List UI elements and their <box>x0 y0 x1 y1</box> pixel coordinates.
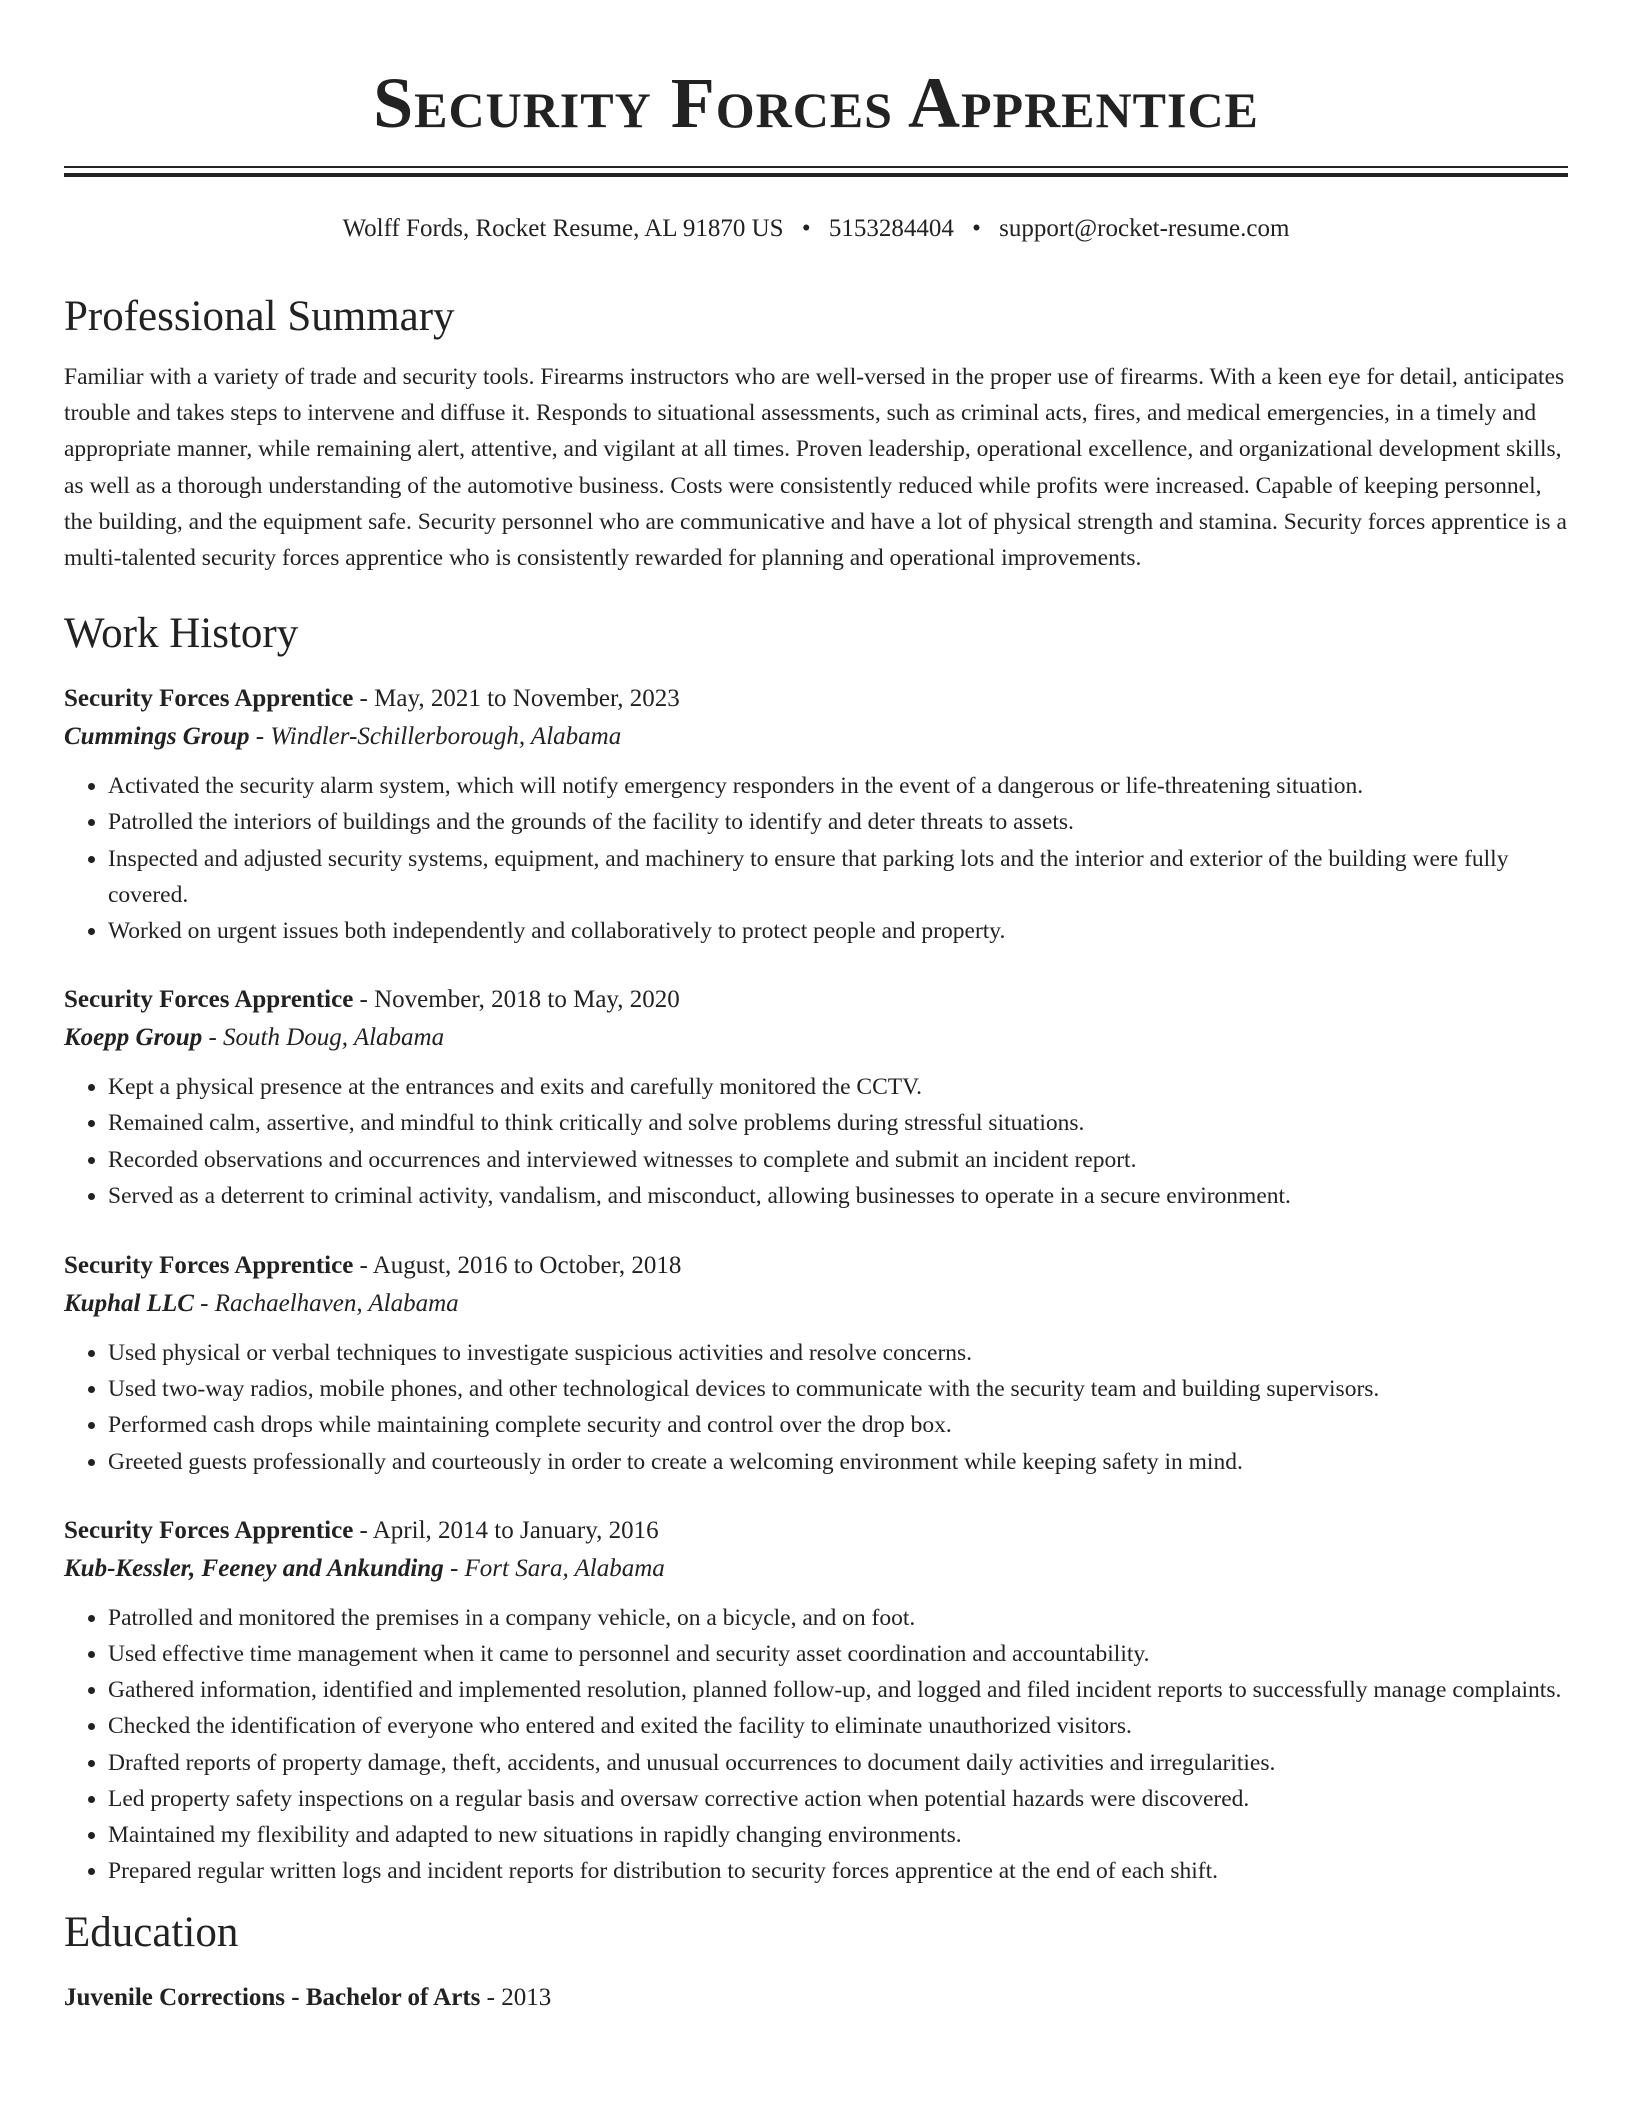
duty-item: • Led property safety inspections on a regular basis and oversaw corrective action when potential hazards were discovered. <box>108 1781 1568 1817</box>
job-duties <box>64 768 1568 949</box>
duty-item: • Prepared regular written logs and incident reports for distribution to security forces apprentice at the end of each shift. <box>108 1853 1568 1889</box>
contact-email: support@rocket-resume.com <box>999 215 1290 242</box>
job-location: - Windler-Schillerborough, Alabama <box>249 723 622 751</box>
duty-item: • Worked on urgent issues both independently and collaboratively to protect people and property. <box>108 913 1568 949</box>
duty-item: • Performed cash drops while maintaining complete security and control over the drop box. <box>108 1407 1568 1443</box>
job-title: Security Forces Apprentice <box>64 986 354 1014</box>
duty-item: • Greeted guests professionally and courteously in order to create a welcoming environment while keeping safety in mind. <box>108 1444 1568 1480</box>
duty-item: • Inspected and adjusted security systems, equipment, and machinery to ensure that parking lots and the interior and exterior of the building were fully covered. <box>108 841 1568 913</box>
duty-item: • Kept a physical presence at the entrances and exits and carefully monitored the CCTV. <box>108 1069 1568 1105</box>
duty-item: • Used physical or verbal techniques to investigate suspicious activities and resolve concerns. <box>108 1335 1568 1371</box>
duty-item: • Patrolled the interiors of buildings and the grounds of the facility to identify and deter threats to assets. <box>108 804 1568 840</box>
job-dates: - November, 2018 to May, 2020 <box>353 986 680 1014</box>
duty-item: • Served as a deterrent to criminal activity, vandalism, and misconduct, allowing businesses to operate in a secure environment. <box>108 1178 1568 1214</box>
job-header <box>64 981 1568 1019</box>
contact-phone: 5153284404 <box>828 215 954 242</box>
duty-item: • Maintained my flexibility and adapted to new situations in rapidly changing environments. <box>108 1817 1568 1853</box>
contact-address: Wolff Fords, Rocket Resume, AL 91870 US <box>342 215 784 242</box>
job-location: - South Doug, Alabama <box>202 1024 445 1052</box>
header-divider <box>64 166 1568 177</box>
job-title: Security Forces Apprentice <box>64 1516 354 1544</box>
job-dates: - April, 2014 to January, 2016 <box>353 1516 659 1544</box>
job-duties <box>64 1069 1568 1214</box>
candidate-name: Security Forces Apprentice <box>373 63 1259 143</box>
job-location: - Rachaelhaven, Alabama <box>193 1290 459 1318</box>
duty-item: • Drafted reports of property damage, theft, accidents, and unusual occurrences to document daily activities and irregularities. <box>108 1745 1568 1781</box>
duty-item: • Checked the identification of everyone who entered and exited the facility to eliminate unauthorized visitors. <box>108 1708 1568 1744</box>
duty-item: • Recorded observations and occurrences and interviewed witnesses to complete and submit an incident report. <box>108 1142 1568 1178</box>
job-company: Kub-Kessler, Feeney and Ankunding <box>64 1554 444 1582</box>
contact-line <box>64 213 1568 245</box>
job-header <box>64 1512 1568 1550</box>
education-degree: Juvenile Corrections - Bachelor of Arts <box>64 1984 481 2012</box>
duty-item: • Remained calm, assertive, and mindful to think critically and solve problems during stressful situations. <box>108 1105 1568 1141</box>
job-company: Koepp Group <box>64 1024 203 1052</box>
duty-item: • Used effective time management when it came to personnel and security asset coordination and accountability. <box>108 1636 1568 1672</box>
job-dates: - May, 2021 to November, 2023 <box>353 685 680 713</box>
job-entry <box>64 1247 1568 1480</box>
job-entry <box>64 1512 1568 1890</box>
summary-text: Familiar with a variety of trade and security tools. Firearms instructors who are well-versed in the proper use of firearms. With a keen eye for detail, anticipates trouble and takes steps to intervene and diffuse it. Responds to situational assessments, such as criminal acts, fires, and medical emergencies, in a timely and appropriate manner, while remaining alert, attentive, and vigilant at all times. Proven leadership, operational excellence, and organizational development skills, as well as a thorough understanding of the automotive business. Costs were consistently reduced while profits were increased. Capable of keeping personnel, the building, and the equipment safe. Security personnel who are communicative and have a lot of physical strength and stamina. Security forces apprentice is a multi-talented security forces apprentice who is consistently rewarded for planning and operational improvements. <box>64 364 1567 572</box>
job-company: Cummings Group <box>64 723 250 751</box>
job-company: Kuphal LLC <box>64 1290 194 1318</box>
job-entry <box>64 981 1568 1214</box>
job-duties <box>64 1600 1568 1890</box>
education-year: - 2013 <box>480 1984 552 2012</box>
education-heading: Education <box>64 1909 239 1957</box>
job-entry <box>64 680 1568 949</box>
duty-item: • Activated the security alarm system, which will notify emergency responders in the event of a dangerous or life-threatening situation. <box>108 768 1568 804</box>
duty-item: • Used two-way radios, mobile phones, and other technological devices to communicate with the security team and building supervisors. <box>108 1371 1568 1407</box>
job-duties <box>64 1335 1568 1480</box>
job-organization <box>64 1550 1568 1588</box>
work-history-heading: Work History <box>64 610 299 658</box>
job-title: Security Forces Apprentice <box>64 1252 354 1280</box>
job-title: Security Forces Apprentice <box>64 685 354 713</box>
duty-item: • Patrolled and monitored the premises in a company vehicle, on a bicycle, and on foot. <box>108 1600 1568 1636</box>
job-organization <box>64 718 1568 756</box>
summary-heading: Professional Summary <box>64 293 455 340</box>
duty-item: • Gathered information, identified and implemented resolution, planned follow-up, and logged and filed incident reports to successfully manage complaints. <box>108 1672 1568 1708</box>
contact-separator: • <box>972 215 981 242</box>
job-header <box>64 1247 1568 1285</box>
contact-separator: • <box>801 215 811 242</box>
job-organization <box>64 1285 1568 1323</box>
job-header <box>64 680 1568 718</box>
job-dates: - August, 2016 to October, 2018 <box>353 1252 682 1280</box>
job-location: - Fort Sara, Alabama <box>443 1554 665 1582</box>
education-entry <box>64 1979 1568 2017</box>
job-organization <box>64 1019 1568 1057</box>
